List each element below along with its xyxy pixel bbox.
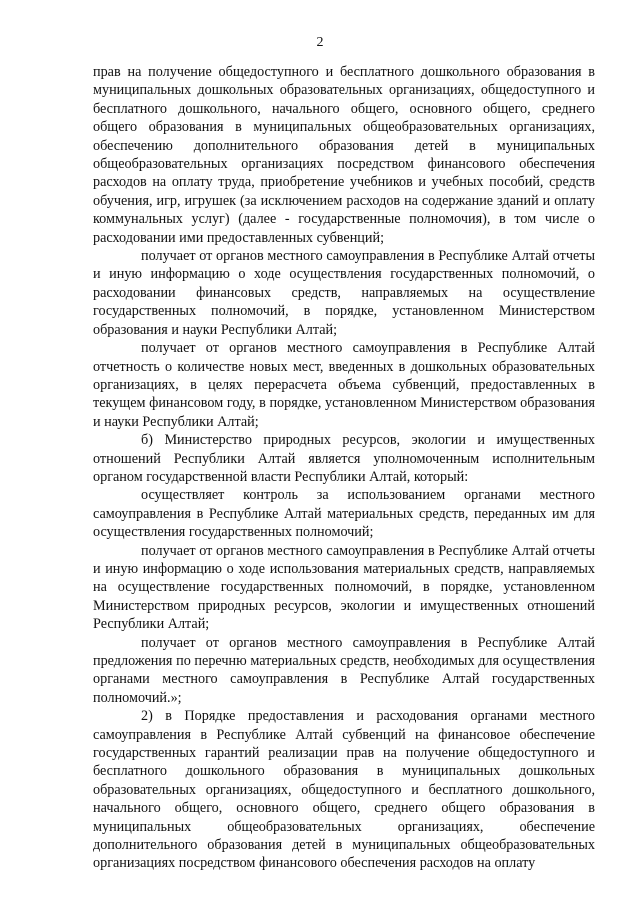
paragraph-control-material-means: осуществляет контроль за использованием органами местного самоуправления в Республике Алтай материальных средств, переданных им для осуществления государственных полномочий; bbox=[93, 487, 595, 541]
paragraph-proposals-material-means: получает от органов местного самоуправления в Республике Алтай предложения по перечню материальных средств, необходимых для осуществления органами местного самоуправления в Республике Алтай государственных полномочий.»; bbox=[93, 634, 595, 706]
page-number: 2 bbox=[316, 35, 324, 50]
paragraph-ministry-natural-resources: б) Министерство природных ресурсов, экологии и имущественных отношений Республики Алтай является уполномоченным исполнительным органом государственной власти Республики Алтай, который: bbox=[93, 432, 595, 485]
paragraph-reports-material-means: получает от органов местного самоуправления в Республике Алтай отчеты и иную информацию о ходе использования материальных средств, направляемых на осуществление государственных полномочий, в порядке, установленном Министерством природных ресурсов, экологии и имущественных отношений Республики Алтай; bbox=[93, 542, 595, 633]
paragraph-reports-state-powers: получает от органов местного самоуправления в Республике Алтай отчеты и иную информацию о ходе осуществления государственных полномочий, о расходовании финансовых средств, направляемых на осуществление государственных полномочий, в порядке, установленном Министерством образования и науки Республики Алтай; bbox=[93, 248, 595, 338]
paragraph-procedure-amendment: 2) в Порядке предоставления и расходования органами местного самоуправления в Республике Алтай субвенций на финансовое обеспечение государственных гарантий реализации прав на получение общедоступного и бесплатного дошкольного образования в муниципальных дошкольных образовательных организациях, общедоступного и бесплатного дошкольного, начального общего, основного общего, среднего общего образования в муниципальных общеобразовательных организациях, обеспечение дополнительного образования детей в муниципальных общеобразовательных организациях посредством финансового обеспечения расходов на оплату bbox=[93, 708, 595, 872]
paragraph-new-places-reporting: получает от органов местного самоуправления в Республике Алтай отчетность о количестве новых мест, введенных в дошкольных образовательных организациях, в целях перерасчета объема субвенций, предоставленных в текущем финансовом году, в порядке, установленном Министерством образования и науки Республики Алтай; bbox=[93, 340, 595, 430]
paragraph-continuation: прав на получение общедоступного и бесплатного дошкольного образования в муниципальных дошкольных образовательных организациях, общедоступного и бесплатного дошкольного, начального общего, основного общего, среднего общего образования в муниципальных общеобразовательных организациях, обеспечению дополнительного образования детей в муниципальных общеобразовательных организациях посредством финансового обеспечения расходов на оплату труда, приобретение учебников и учебных пособий, средств обучения, игр, игрушек (за исключением расходов на содержание зданий и оплату коммунальных услуг) (далее - государственные полномочия), в том числе о расходовании ими предоставленных субвенций; bbox=[93, 64, 595, 246]
document-body bbox=[93, 63, 595, 873]
